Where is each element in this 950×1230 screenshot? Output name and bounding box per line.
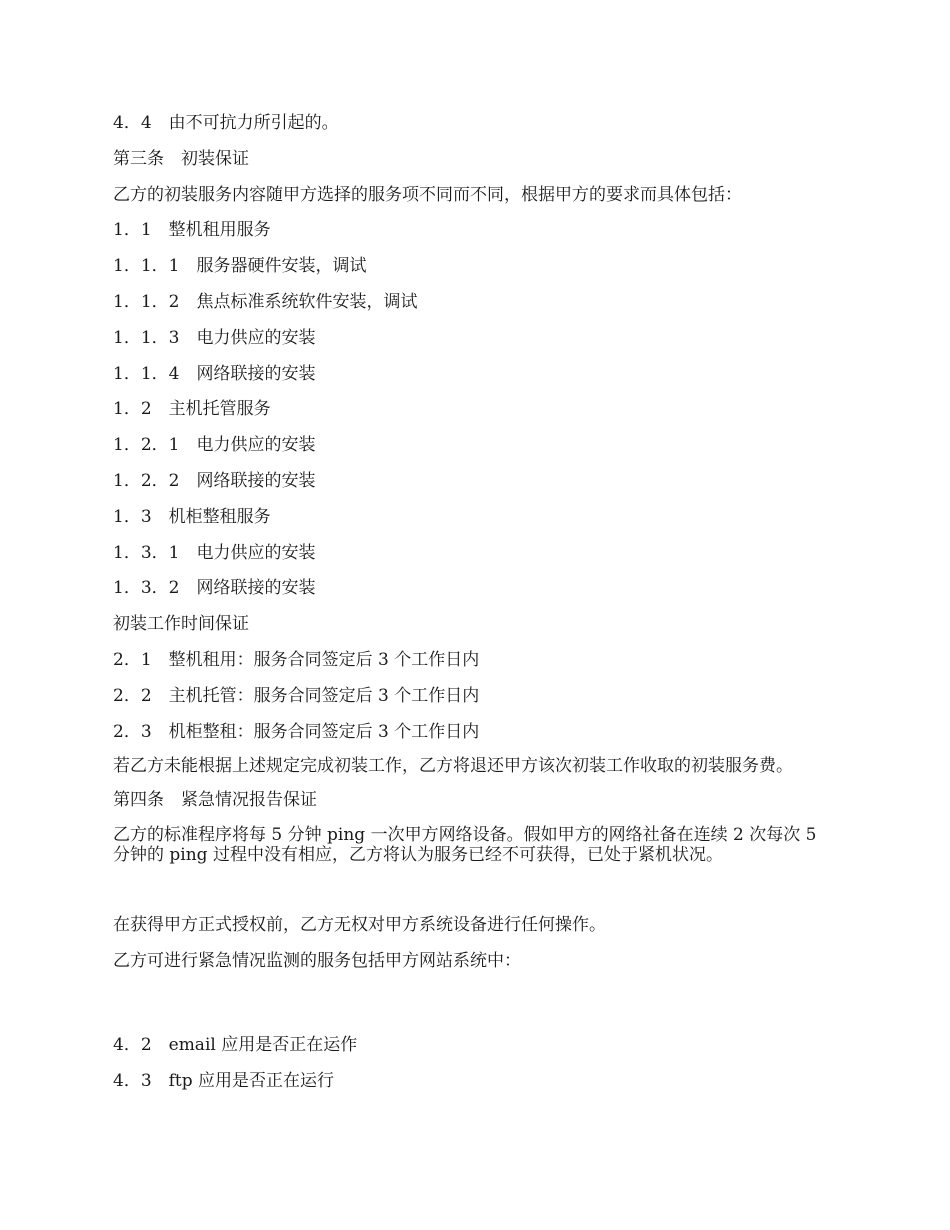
clause-1-1: 1．1 整机租用服务	[113, 220, 271, 241]
clause-1-1-3: 1．1．3 电力供应的安装	[113, 327, 316, 348]
clause-1-2: 1．2 主机托管服务	[113, 399, 271, 420]
clause-4-2: 4．2 email 应用是否正在运作	[113, 1034, 358, 1055]
authorization-paragraph: 在获得甲方正式授权前，乙方无权对甲方系统设备进行任何操作。	[113, 915, 606, 936]
clause-2-1: 2．1 整机租用：服务合同签定后 3 个工作日内	[113, 649, 480, 670]
clause-1-2-2: 1．2．2 网络联接的安装	[113, 470, 316, 491]
clause-1-3-2: 1．3．2 网络联接的安装	[113, 578, 316, 599]
article-3-intro: 乙方的初装服务内容随甲方选择的服务项不同而不同，根据甲方的要求而具体包括：	[113, 184, 742, 205]
clause-2-2: 2．2 主机托管：服务合同签定后 3 个工作日内	[113, 685, 480, 706]
clause-4-3: 4．3 ftp 应用是否正在运行	[113, 1070, 335, 1091]
clause-4-4: 4．4 由不可抗力所引起的。	[113, 113, 339, 133]
document-page	[113, 112, 838, 1105]
refund-paragraph: 若乙方未能根据上述规定完成初装工作，乙方将退还甲方该次初装工作收取的初装服务费。	[113, 756, 793, 777]
clause-1-3-1: 1．3．1 电力供应的安装	[113, 542, 316, 563]
blank-space	[113, 878, 838, 914]
article-3-heading: 第三条 初装保证	[113, 148, 249, 169]
install-time-heading: 初装工作时间保证	[113, 614, 249, 635]
clause-1-1-4: 1．1．4 网络联接的安装	[113, 363, 316, 384]
clause-1-1-1: 1．1．1 服务器硬件安装，调试	[113, 256, 367, 277]
clause-2-3: 2．3 机柜整租：服务合同签定后 3 个工作日内	[113, 721, 480, 742]
article-4-heading: 第四条 紧急情况报告保证	[113, 790, 317, 811]
clause-1-2-1: 1．2．1 电力供应的安装	[113, 435, 316, 456]
clause-1-1-2: 1．1．2 焦点标准系统软件安装，调试	[113, 291, 418, 312]
ping-paragraph: 乙方的标准程序将每 5 分钟 ping 一次甲方网络设备。假如甲方的网络社备在连续 2 次每次 5 分钟的 ping 过程中没有相应，乙方将认为服务已经不可获得，已处于紧机状况。	[113, 825, 822, 866]
clause-1-3: 1．3 机柜整租服务	[113, 506, 271, 527]
blank-space	[113, 986, 838, 1034]
monitoring-intro: 乙方可进行紧急情况监测的服务包括甲方网站系统中：	[113, 950, 521, 971]
